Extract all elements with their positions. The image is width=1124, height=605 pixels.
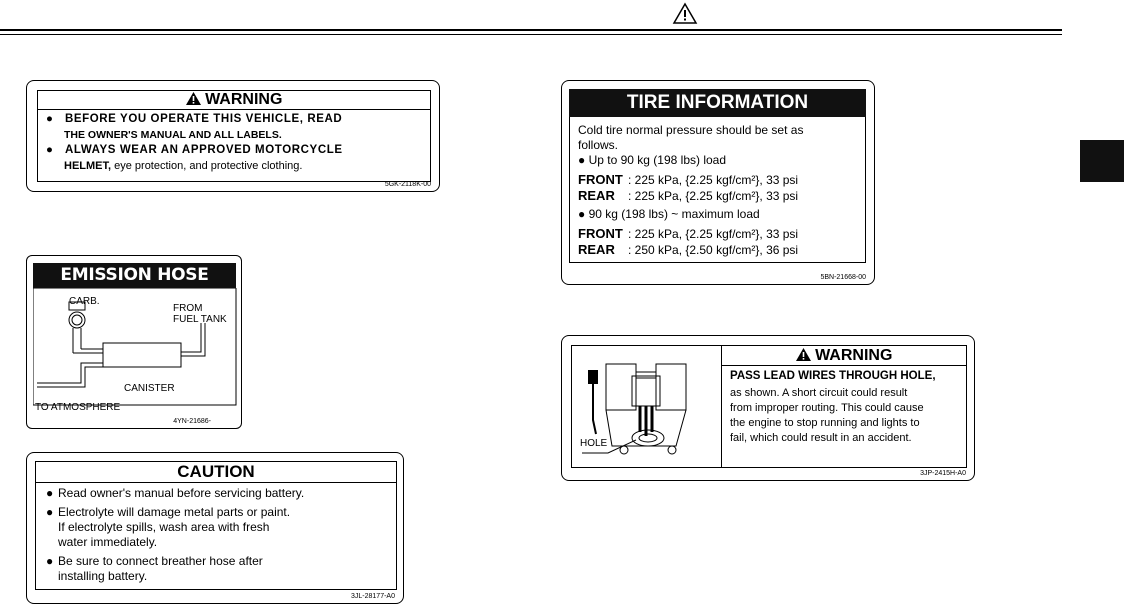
tire-front-2: FRONT : 225 kPa, {2.25 kgf/cm²}, 33 psi [578,226,799,241]
caution-item-2: ● Electrolyte will damage metal parts or paint. [46,505,291,519]
warning-text-1: as shown. A short circuit could result [730,387,908,399]
warning-text-2: from improper routing. This could cause [730,402,924,414]
tire-intro-2: follows. [578,138,619,152]
caution-item-3: ● Be sure to connect breather hose after [46,554,263,568]
warning-triangle-icon [186,92,201,105]
header-rule-thin [0,34,1062,35]
carb-label: CARB. [69,296,100,307]
to-atmosphere-label: TO ATMOSPHERE [35,402,121,413]
label-code: 5BN-21668-00 [820,274,866,281]
tire-rear-2: REAR : 250 kPa, {2.50 kgf/cm²}, 36 psi [578,242,799,257]
emission-hose-label [26,255,242,429]
hole-label: HOLE [580,438,608,449]
tire-intro-1: Cold tire normal pressure should be set as [578,123,804,137]
tire-load-2: ● 90 kg (198 lbs) ~ maximum load [578,207,760,221]
caution-item-2c: water immediately. [58,535,158,549]
from-label: FROM [173,303,203,314]
warning-title: WARNING [205,91,283,108]
caution-item-1: ● Read owner's manual before servicing battery. [46,486,305,500]
warning-line-1: ● BEFORE YOU OPERATE THIS VEHICLE, READ [46,113,343,125]
label-code: 3JP-2415H-A0 [920,470,966,477]
warning-line-4: HELMET, eye protection, and protective clothing. [64,160,303,172]
fuel-tank-label: FUEL TANK [173,314,227,325]
caution-label-battery [26,452,404,604]
warning-heading [722,346,966,366]
caution-item-3b: installing battery. [58,569,148,583]
header-rule [0,29,1062,31]
warning-bold-line: PASS LEAD WIRES THROUGH HOLE, [730,370,936,382]
warning-line-3: ● ALWAYS WEAR AN APPROVED MOTORCYCLE [46,144,343,156]
label-code: 3JL-28177-A0 [351,593,395,600]
warning-triangle-icon [672,2,698,26]
tire-rear-1: REAR : 225 kPa, {2.25 kgf/cm²}, 33 psi [578,188,799,203]
warning-heading [38,91,430,110]
warning-label-wires [561,335,975,481]
tire-info-label [561,80,875,285]
tire-info-box [569,117,866,263]
tire-front-1: FRONT : 225 kPa, {2.25 kgf/cm²}, 33 psi [578,172,799,187]
warning-triangle-icon [796,348,811,361]
warning-text-4: fail, which could result in an accident. [730,432,912,444]
canister-label: CANISTER [124,383,175,394]
caution-title: CAUTION [36,462,396,483]
chapter-tab [1080,140,1124,182]
emission-title: EMISSION HOSE ROUTING [33,263,236,288]
caution-item-2b: If electrolyte spills, wash area with fresh [58,520,270,534]
label-code: 5GK-2118K-00 [384,181,431,188]
warning-text-3: the engine to stop running and lights to [730,417,920,429]
warning-title: WARNING [815,347,893,364]
tire-title: TIRE INFORMATION [569,89,866,117]
label-code: 4YN-21686- [173,418,211,425]
tire-load-1: ● Up to 90 kg (198 lbs) load [578,153,727,167]
warning-line-2: THE OWNER'S MANUAL AND ALL LABELS. [64,129,282,141]
warning-label-helmet [26,80,440,192]
